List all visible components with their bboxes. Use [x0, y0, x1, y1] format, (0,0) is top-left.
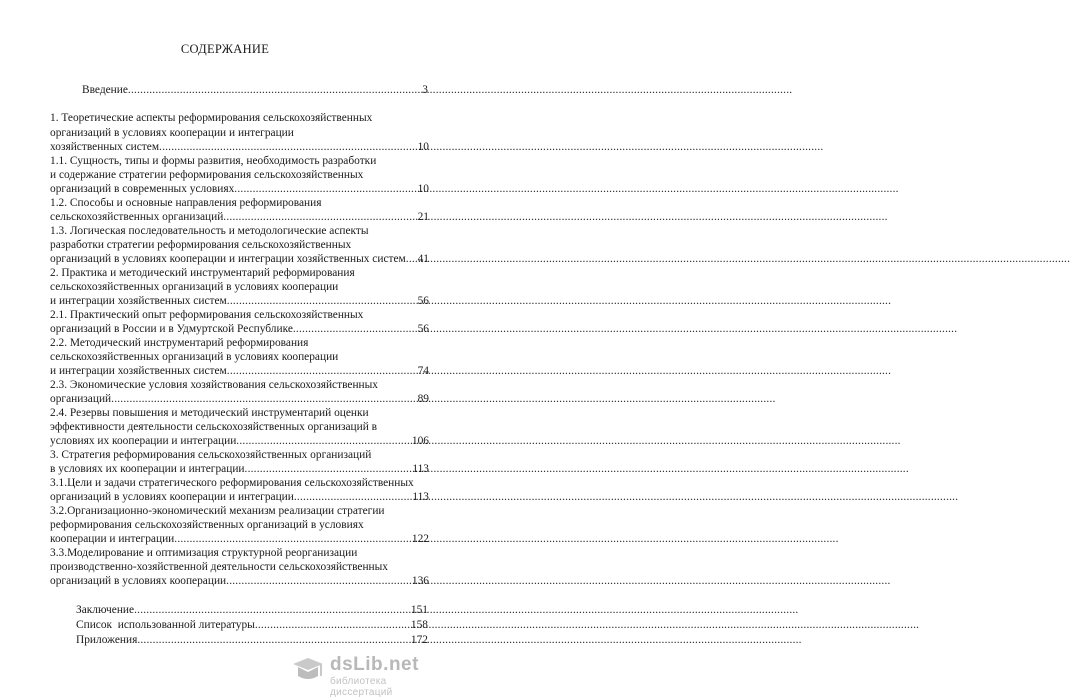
toc-page-number: 113 — [412, 463, 429, 475]
chapter-3-title-line-1: 3. Стратегия реформирования сельскохозяйственных организаций — [50, 449, 372, 461]
toc-page-number: 10 — [417, 183, 429, 195]
toc-entry-label: Приложения — [76, 634, 138, 646]
leader-dots — [255, 619, 411, 632]
leader-dots — [236, 435, 412, 448]
section-3-3-line-1: 3.3.Моделирование и оптимизация структурной реорганизации — [50, 547, 358, 559]
toc-row-references — [76, 619, 428, 632]
leader-dots — [226, 575, 412, 588]
toc-row-section-3-1 — [50, 491, 429, 504]
toc-page-number: 10 — [417, 141, 429, 153]
toc-row-chapter-3 — [50, 463, 429, 476]
toc-row-section-2-4 — [50, 435, 429, 448]
toc-page-number: 21 — [417, 211, 429, 223]
toc-row-intro — [82, 84, 428, 97]
chapter-1-title-line-3: хозяйственных систем — [50, 141, 160, 153]
toc-row-section-3-3 — [50, 575, 429, 588]
toc-page-number: 89 — [417, 393, 429, 405]
toc-row-section-3-2 — [50, 533, 429, 546]
toc-page-number: 172 — [410, 634, 428, 646]
section-2-2-line-1: 2.2. Методический инструментарий реформирования — [50, 337, 309, 349]
document-page — [0, 0, 450, 700]
toc-entry-label: Список использованной литературы — [76, 619, 255, 631]
toc-page-number: 56 — [417, 295, 429, 307]
section-2-1-line-1: 2.1. Практический опыт реформирования сельскохозяйственных — [50, 309, 364, 321]
toc-row-section-2-3 — [50, 393, 429, 406]
leader-dots — [406, 253, 418, 266]
toc-row-section-1-3 — [50, 253, 429, 266]
chapter-1-title-line-1: 1. Теоретические аспекты реформирования сельскохозяйственных — [50, 112, 373, 124]
leader-dots — [293, 323, 418, 336]
section-2-2-line-2: сельскохозяйственных организаций в условиях кооперации — [50, 351, 339, 363]
section-1-3-line-3: организаций в условиях кооперации и интеграции хозяйственных систем — [50, 253, 406, 265]
section-3-2-line-1: 3.2.Организационно-экономический механизм реализации стратегии — [50, 505, 385, 517]
section-3-2-line-3: кооперации и интеграции — [50, 533, 175, 545]
leader-dots — [245, 463, 413, 476]
chapter-2-title-line-1: 2. Практика и методический инструментарий реформирования — [50, 267, 355, 279]
toc-page-number: 56 — [417, 323, 429, 335]
chapter-2-title-line-2: сельскохозяйственных организаций в условиях кооперации — [50, 281, 339, 293]
leader-dots — [174, 533, 412, 546]
toc-page-number: 151 — [410, 604, 428, 616]
watermark — [290, 652, 440, 698]
leader-dots — [234, 183, 417, 196]
section-1-3-line-1: 1.3. Логическая последовательность и методологические аспекты — [50, 225, 369, 237]
section-1-2-line-1: 1.2. Способы и основные направления реформирования — [50, 197, 322, 209]
toc-row-section-2-2 — [50, 365, 429, 378]
dslib-logo-icon — [290, 654, 326, 690]
section-1-3-line-2: разработки стратегии реформирования сельскохозяйственных — [50, 239, 352, 251]
watermark-logo-text: dsLib.net — [330, 654, 419, 675]
toc-page-number: 158 — [410, 619, 428, 631]
leader-dots — [223, 211, 417, 224]
leader-dots — [111, 393, 417, 406]
toc-row-chapter-2 — [50, 295, 429, 308]
toc-entry-label: Введение — [82, 84, 128, 96]
section-3-1-line-1: 3.1.Цели и задачи стратегического реформирования сельскохозяйственных — [50, 477, 414, 489]
toc-page-number: 113 — [412, 491, 429, 503]
toc-page-number: 106 — [411, 435, 429, 447]
watermark-tagline: библиотека диссертаций — [330, 676, 393, 698]
section-2-4-line-2: эффективности деятельности сельскохозяйственных организаций в — [50, 421, 378, 433]
section-2-4-line-3: условиях их кооперации и интеграции — [50, 435, 237, 447]
toc-row-section-2-1 — [50, 323, 429, 336]
toc-page-number: 136 — [411, 575, 429, 587]
section-1-1-line-1: 1.1. Сущность, типы и формы развития, необходимость разработки — [50, 155, 377, 167]
section-1-2-line-2: сельскохозяйственных организаций — [50, 211, 224, 223]
toc-page-number: 41 — [417, 253, 429, 265]
leader-dots — [294, 491, 412, 504]
toc-row-section-1-2 — [50, 211, 429, 224]
section-3-1-line-2: организаций в условиях кооперации и интеграции — [50, 491, 294, 503]
toc-row-section-1-1 — [50, 183, 429, 196]
section-2-3-line-2: организаций — [50, 393, 112, 405]
leader-dots — [227, 295, 418, 308]
toc-row-chapter-1 — [50, 141, 429, 154]
section-3-3-line-3: организаций в условиях кооперации — [50, 575, 227, 587]
leader-dots — [128, 84, 422, 97]
toc-page-number: 74 — [417, 365, 429, 377]
leader-dots — [227, 365, 418, 378]
toc-entry-label: Заключение — [76, 604, 135, 616]
leader-dots — [137, 634, 411, 647]
section-2-4-line-1: 2.4. Резервы повышения и методический инструментарий оценки — [50, 407, 369, 419]
section-3-3-line-2: производственно-хозяйственной деятельности сельскохозяйственных — [50, 561, 388, 573]
section-1-1-line-2: и содержание стратегии реформирования сельскохозяйственных — [50, 169, 364, 181]
page-title: СОДЕРЖАНИЕ — [180, 42, 270, 56]
chapter-3-title-line-2: в условиях их кооперации и интеграции — [50, 463, 245, 475]
section-2-1-line-2: организаций в России и в Удмуртской Республике — [50, 323, 293, 335]
section-2-3-line-1: 2.3. Экономические условия хозяйствования сельскохозяйственных — [50, 379, 378, 391]
leader-dots — [134, 604, 411, 617]
toc-page-number: 3 — [422, 84, 428, 96]
chapter-1-title-line-2: организаций в условиях кооперации и интеграции — [50, 127, 294, 139]
section-1-1-line-3: организаций в современных условиях — [50, 183, 235, 195]
section-3-2-line-2: реформирования сельскохозяйственных организаций в условиях — [50, 519, 364, 531]
leader-dots — [159, 141, 418, 154]
toc-page-number: 122 — [411, 533, 429, 545]
toc-row-appendices — [76, 634, 428, 647]
chapter-2-title-line-3: и интеграции хозяйственных систем — [50, 295, 227, 307]
toc-row-conclusion — [76, 604, 428, 617]
section-2-2-line-3: и интеграции хозяйственных систем — [50, 365, 227, 377]
